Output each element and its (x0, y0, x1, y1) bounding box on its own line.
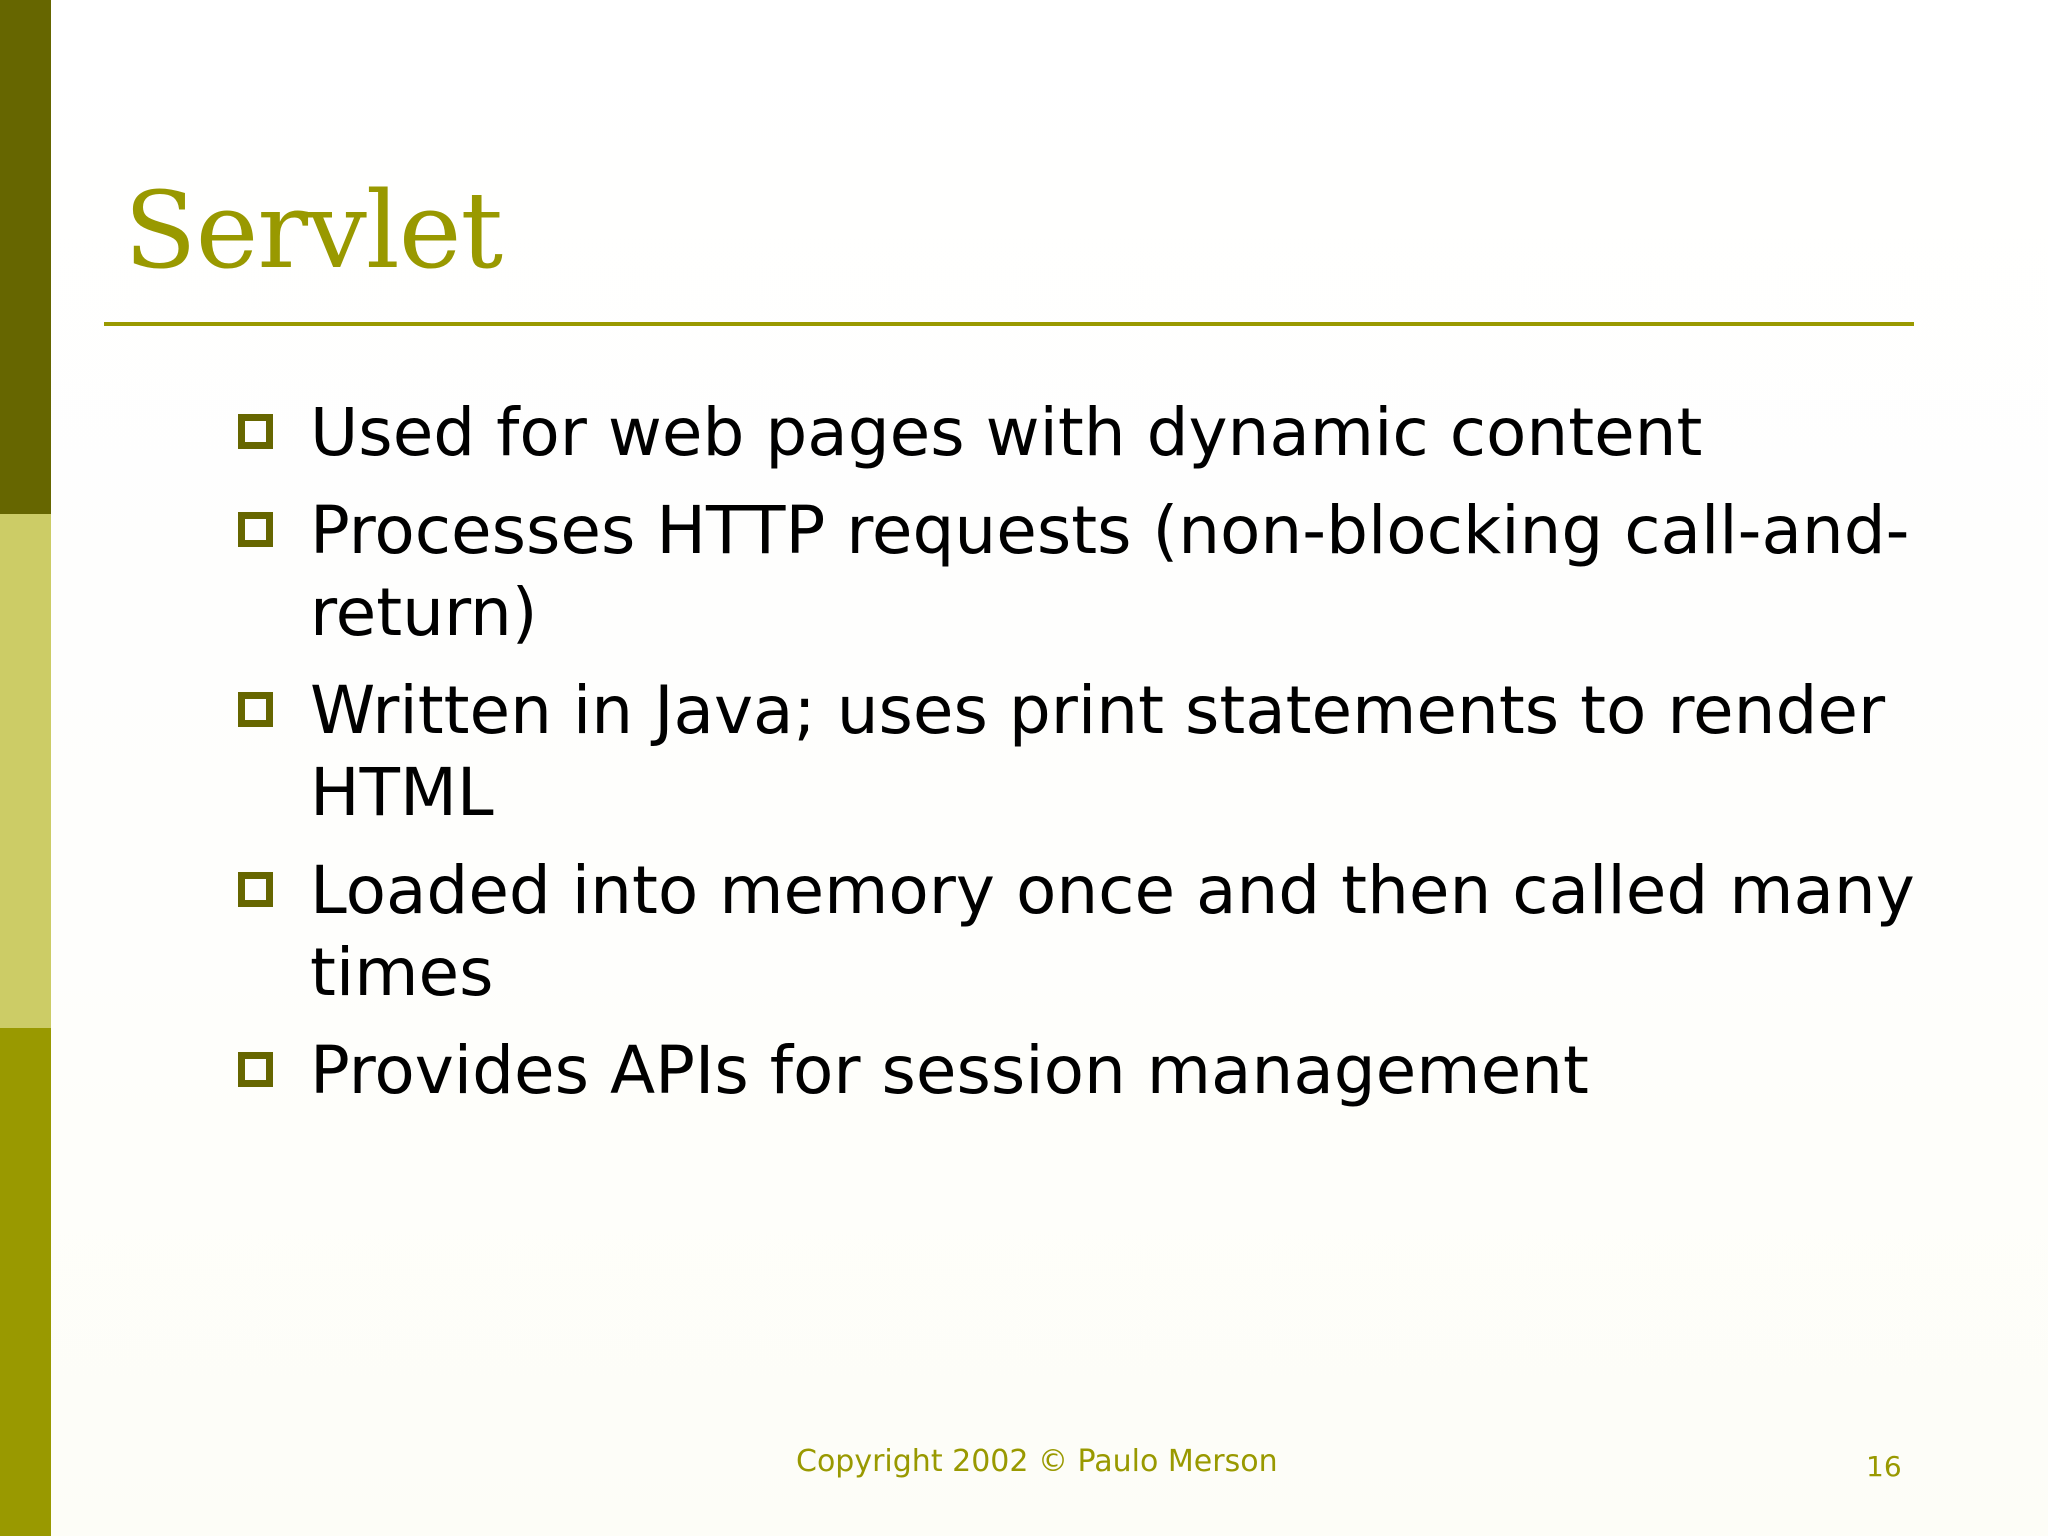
slide-title: Servlet (124, 169, 503, 292)
bullet-text: Loaded into memory once and then called many times (310, 852, 1915, 1011)
bullet-text: Provides APIs for session management (310, 1032, 1589, 1109)
side-bar-olive (0, 1028, 51, 1536)
title-underline (104, 322, 1914, 326)
copyright-footer: Copyright 2002 © Paulo Merson (796, 1444, 1278, 1479)
bullet-item (236, 490, 1936, 654)
bullet-item (236, 1030, 1936, 1112)
bullet-item (236, 392, 1936, 474)
side-bar-dark-olive (0, 0, 51, 514)
hollow-square-bullet-icon (238, 414, 273, 449)
hollow-square-bullet-icon (238, 872, 273, 907)
hollow-square-bullet-icon (238, 692, 273, 727)
bullet-item (236, 850, 1936, 1014)
bullet-text: Written in Java; uses print statements to render HTML (310, 672, 1886, 831)
hollow-square-bullet-icon (238, 512, 273, 547)
bullet-text: Processes HTTP requests (non-blocking call-and-return) (310, 492, 1910, 651)
bullet-item (236, 670, 1936, 834)
bullet-list (236, 392, 1936, 1128)
page-number: 16 (1866, 1450, 1902, 1483)
hollow-square-bullet-icon (238, 1052, 273, 1087)
bullet-text: Used for web pages with dynamic content (310, 394, 1703, 471)
side-bar-light-olive (0, 514, 51, 1028)
